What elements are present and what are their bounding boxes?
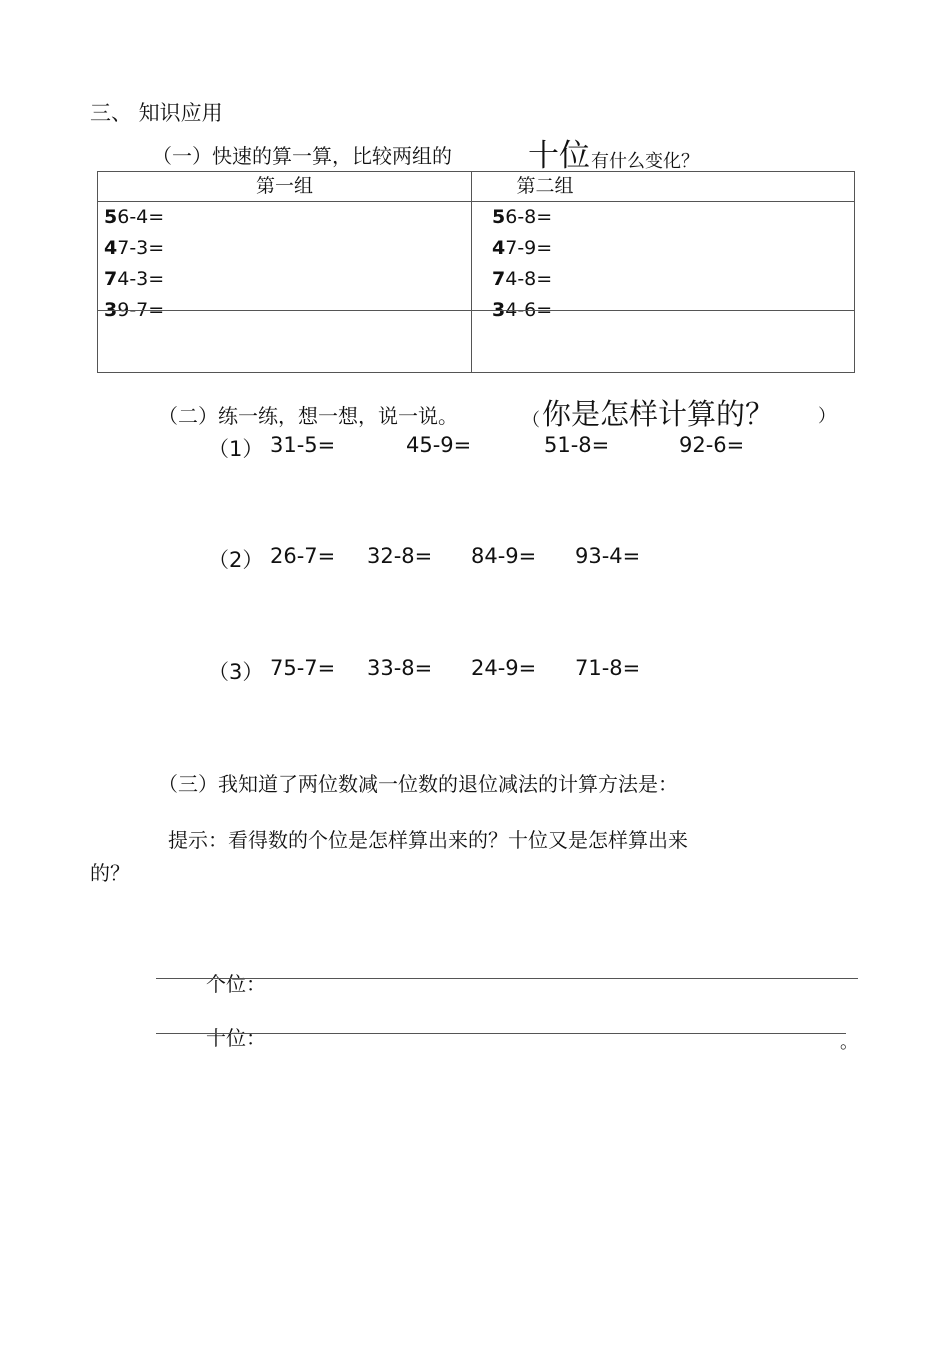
hint-line-1: 提示：看得数的个位是怎样算出来的？十位又是怎样算出来 [168,828,688,852]
tens-digit: 3 [492,299,506,321]
group1-item [104,264,164,295]
expression: 4-8= [505,268,553,290]
problem: 45-9= [406,433,472,457]
expression: 4-3= [117,268,165,290]
expression: 7-9= [505,237,553,259]
part2-intro: （二）练一练，想一想，说一说。 [158,404,458,428]
row-label: （2） [208,548,264,572]
expression: 9-7= [117,299,165,321]
comparison-table [97,171,855,373]
group1-header: 第一组 [98,172,472,202]
problem: 32-8= [367,544,433,568]
part1-intro-before: （一）快速的算一算，比较两组的 [152,144,452,168]
part3-intro: （三）我知道了两位数减一位数的退位减法的计算方法是： [158,772,678,796]
problem: 92-6= [679,433,745,457]
problem: 84-9= [471,544,537,568]
problem: 93-4= [575,544,641,568]
group1-item [104,233,164,264]
expression: 4-6= [505,299,553,321]
practice-row-2 [208,544,641,574]
problem: 51-8= [544,433,610,457]
part2-question: 你是怎样计算的？ [542,397,775,431]
part2-paren-close: ） [818,406,836,427]
practice-row-1 [208,433,745,463]
group2-item [492,233,552,264]
row-label: （1） [208,437,264,461]
tens-digit: 5 [104,206,118,228]
expression: 7-3= [117,237,165,259]
tens-digit: 7 [492,268,506,290]
section-title: 三、 知识应用 [90,101,223,125]
tens-digit: 4 [104,237,118,259]
group1-item [104,202,164,233]
group2-header-label: 第二组 [516,175,574,197]
table-inner-rule [97,310,855,311]
group2-item [492,202,552,233]
part1-emphasis: 十位 [528,138,590,174]
row-label: （3） [208,660,264,684]
tens-digit: 5 [492,206,506,228]
problem: 24-9= [471,656,537,680]
group2-item [492,264,552,295]
tens-answer-line [156,1033,846,1034]
tens-digit: 4 [492,237,506,259]
problem: 26-7= [270,544,336,568]
end-mark: 。 [840,1032,858,1053]
expression: 6-8= [505,206,553,228]
group1-cell [98,202,472,321]
problem: 31-5= [270,433,336,457]
part1-intro-after: 有什么变化？ [591,151,699,172]
problem: 71-8= [575,656,641,680]
tens-digit: 3 [104,299,118,321]
problem: 33-8= [367,656,433,680]
expression: 6-4= [117,206,165,228]
part2-paren-open: （ [522,410,540,431]
problem: 75-7= [270,656,336,680]
part1-intro [152,140,452,169]
ones-label: 个位： [206,972,266,996]
hint-line-2: 的？ [90,861,130,885]
group2-header [472,172,855,202]
tens-digit: 7 [104,268,118,290]
ones-answer-line [156,978,858,979]
group2-cell [472,202,855,321]
practice-row-3 [208,656,641,686]
tens-label: 十位： [206,1026,266,1050]
